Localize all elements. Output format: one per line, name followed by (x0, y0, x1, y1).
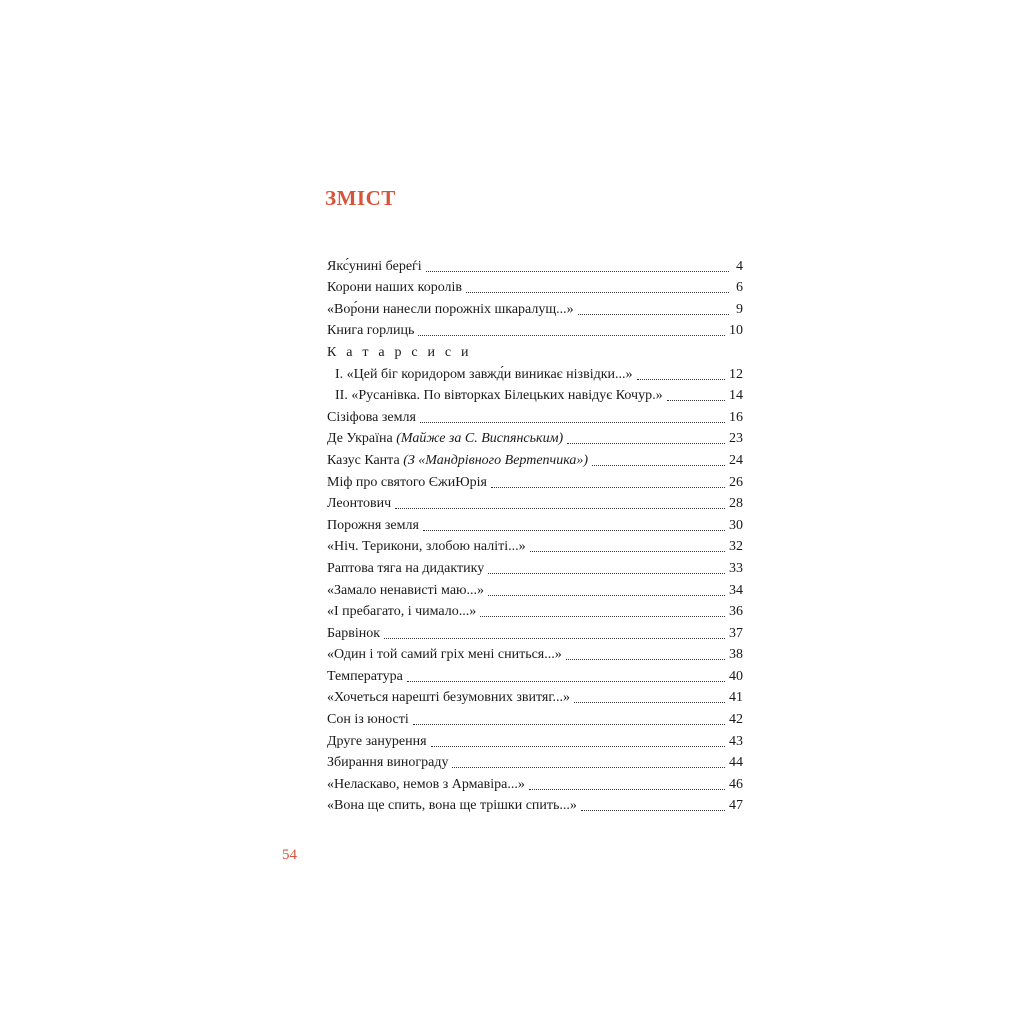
toc-entry-page-number: 4 (736, 258, 743, 274)
dot-leader (488, 572, 725, 574)
toc-entry (327, 254, 743, 276)
toc-entry-page-number: 16 (729, 409, 743, 425)
toc-entry-title-text: Друге занурення (327, 733, 427, 749)
dot-leader (395, 507, 725, 509)
dot-leader (592, 464, 725, 466)
toc-entry-title-text: Леонтович (327, 496, 392, 512)
toc-entry-title (327, 689, 570, 707)
toc-entry-title-text: Сон із юності (327, 712, 409, 728)
toc-entry-title (327, 603, 476, 621)
toc-entry-title-text: Книга горлиць (327, 323, 415, 339)
toc-entry-title (327, 582, 484, 600)
dot-leader (566, 658, 725, 660)
toc-entry (327, 707, 743, 729)
toc-entry (327, 448, 743, 470)
toc-entry-page-number: 37 (729, 625, 743, 641)
toc-entry-title (327, 625, 380, 643)
dot-leader (667, 399, 725, 401)
dot-leader (581, 809, 725, 811)
dot-leader (480, 615, 725, 617)
toc-entry-title-text: К а т а р с и с и (327, 344, 472, 360)
page-title: ЗМІСТ (325, 186, 396, 210)
toc-entry-title (327, 733, 427, 751)
toc-entry-page-number: 6 (736, 280, 743, 296)
toc-entry-title-text: Раптова тяга на дидактику (327, 560, 485, 576)
dot-leader (488, 594, 725, 596)
toc-entry (327, 643, 743, 665)
toc-entry-page-number: 9 (736, 301, 743, 317)
dot-leader (413, 723, 725, 725)
toc-entry (327, 686, 743, 708)
toc-entry-page-number: 36 (729, 604, 743, 620)
dot-leader (418, 334, 725, 336)
toc-entry-title (327, 430, 563, 448)
toc-entry-title (327, 776, 525, 794)
toc-entry (327, 794, 743, 816)
page-number: 54 (282, 847, 297, 863)
toc-entry-page-number: 33 (729, 560, 743, 576)
dot-leader (529, 788, 725, 790)
toc-entry (327, 427, 743, 449)
toc-entry (327, 600, 743, 622)
toc-entry-title (327, 560, 484, 578)
toc-entry-title-text: «Вор́они нанесли порожніх шкаралущ...» (327, 301, 574, 317)
toc-entry (327, 535, 743, 557)
toc-entry-title (327, 452, 588, 470)
dot-leader (431, 745, 725, 747)
dot-leader (578, 313, 729, 315)
toc-entry-title-text: II. «Русанівка. По вівторках Білецьких навідує Кочур.» (335, 388, 663, 404)
toc-entry (327, 513, 743, 535)
dot-leader (407, 680, 725, 682)
toc-entry-title-text: «Один і той самий гріх мені сниться...» (327, 647, 562, 663)
toc-entry-page-number: 44 (729, 755, 743, 771)
toc-entry-page-number: 38 (729, 647, 743, 663)
toc-entry-title-text: Барвінок (327, 625, 381, 641)
toc-entry-title-text: «Ніч. Терикони, злобою наліті...» (327, 539, 526, 555)
toc-entry-page-number: 42 (729, 712, 743, 728)
toc-entry-title (327, 711, 409, 729)
toc-entry-title (327, 646, 562, 664)
toc-entry-title-text: «Замало ненависті маю...» (327, 582, 484, 598)
dot-leader (491, 486, 725, 488)
toc-entry (327, 492, 743, 514)
toc-entry-title-text: «І пребагато, і чимало...» (327, 604, 477, 620)
toc-entry-page-number: 41 (729, 690, 743, 706)
toc-entry-title (327, 301, 574, 319)
dot-leader (567, 442, 725, 444)
toc-entry-page-number: 10 (729, 323, 743, 339)
table-of-contents (327, 254, 743, 815)
dot-leader (452, 766, 725, 768)
dot-leader (574, 701, 725, 703)
toc-entry-title (327, 754, 448, 772)
toc-entry (327, 578, 743, 600)
toc-entry (327, 276, 743, 298)
toc-entry-title (327, 279, 462, 297)
toc-entry-title (327, 517, 419, 535)
toc-entry (327, 362, 743, 384)
toc-entry-subtitle: (Майже за С. Виспянським) (396, 431, 564, 447)
toc-entry (327, 470, 743, 492)
toc-entry-page-number: 23 (729, 431, 743, 447)
toc-entry-title (327, 344, 472, 362)
toc-entry (327, 729, 743, 751)
dot-leader (384, 637, 725, 639)
toc-entry-title-text: «Хочеться нарешті безумовних звитяг...» (327, 690, 570, 706)
toc-entry-page-number: 30 (729, 517, 743, 533)
dot-leader (466, 291, 729, 293)
toc-entry-title (327, 797, 577, 815)
toc-entry-title-text: Казус Канта (327, 452, 400, 468)
toc-entry-title-text: Збирання винограду (327, 755, 449, 771)
toc-entry (327, 384, 743, 406)
toc-entry-page-number: 46 (729, 776, 743, 792)
dot-leader (637, 378, 726, 380)
toc-entry (327, 556, 743, 578)
toc-entry-title (327, 322, 414, 340)
toc-entry-page-number: 43 (729, 733, 743, 749)
toc-entry-title-text: Де Україна (327, 431, 393, 447)
toc-entry-title (327, 495, 391, 513)
toc-entry-title (327, 538, 526, 556)
toc-entry (327, 751, 743, 773)
toc-entry-title-text: Міф про святого ЄжиЮрія (327, 474, 487, 490)
toc-entry-title (327, 409, 416, 427)
dot-leader (530, 550, 725, 552)
toc-entry-page-number: 40 (729, 668, 743, 684)
toc-entry-page-number: 26 (729, 474, 743, 490)
toc-entry (327, 297, 743, 319)
toc-entry-subtitle: (З «Мандрівного Вертепчика») (403, 452, 589, 468)
toc-entry-title-text: Порожня земля (327, 517, 419, 533)
toc-entry-page-number: 14 (729, 388, 743, 404)
toc-entry-title-text: «Неласкаво, немов з Армавіра...» (327, 776, 525, 792)
dot-leader (426, 270, 729, 272)
toc-entry-page-number: 12 (729, 366, 743, 382)
toc-entry-title (327, 474, 487, 492)
toc-entry (327, 621, 743, 643)
toc-entry-page-number: 47 (729, 798, 743, 814)
toc-entry-title-text: Температура (327, 668, 403, 684)
toc-entry-page-number: 28 (729, 496, 743, 512)
toc-entry-title (327, 668, 403, 686)
toc-entry-title-text: Сізіфова земля (327, 409, 416, 425)
toc-entry-title (335, 387, 663, 405)
toc-entry-page-number: 24 (729, 452, 743, 468)
toc-entry-page-number: 32 (729, 539, 743, 555)
toc-entry-page-number: 34 (729, 582, 743, 598)
dot-leader (423, 529, 725, 531)
toc-entry (327, 319, 743, 341)
toc-entry-title-text: Якс́унині береѓі (327, 258, 422, 274)
dot-leader (420, 421, 725, 423)
toc-entry-title (327, 258, 422, 276)
toc-entry (327, 772, 743, 794)
toc-entry-title-text: Корони наших королів (327, 280, 462, 296)
toc-entry-title-text: «Вона ще спить, вона ще трішки спить...» (327, 798, 577, 814)
toc-entry (327, 664, 743, 686)
toc-entry-title (335, 366, 633, 384)
toc-entry (327, 405, 743, 427)
toc-entry-title-text: I. «Цей біг коридором завжд́и виникає нізвідки...» (335, 366, 633, 382)
toc-section-heading (327, 340, 743, 362)
